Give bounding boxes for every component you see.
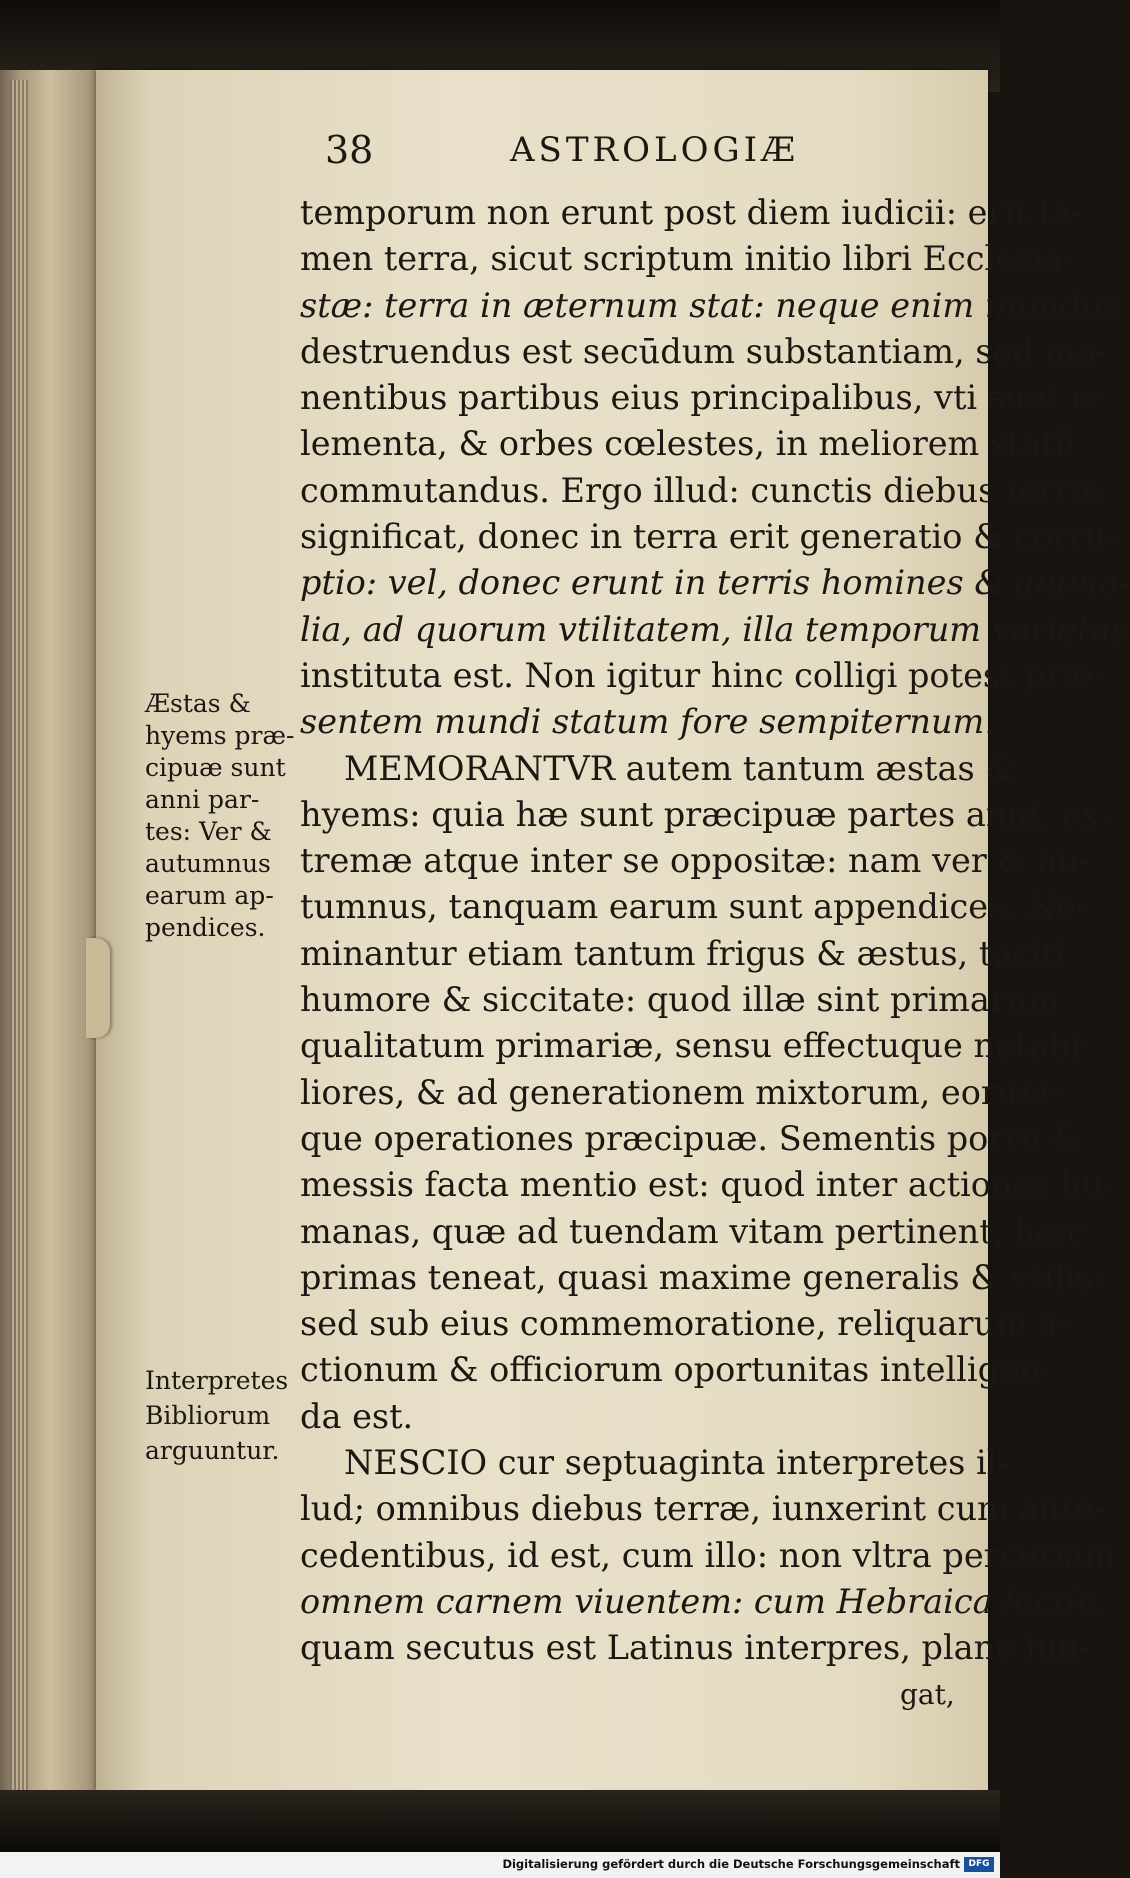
text-line: omnem carnem viuentem: cum Hebraica lectio,	[300, 1581, 1108, 1621]
margin-note-interpreters	[145, 1363, 288, 1468]
text-line: primas teneat, quasi maxime generalis & vtilis:	[300, 1257, 1104, 1297]
text-line: manas, quæ ad tuendam vitam pertinent, hæc	[300, 1211, 1086, 1251]
margin-note-line: cipuæ sunt	[145, 753, 286, 782]
footer-bar	[0, 1852, 1000, 1878]
text-line: hyems: quia hæ sunt præcipuæ partes anni, ex-	[300, 794, 1111, 834]
text-line: commutandus. Ergo illud: cunctis diebus terræ	[300, 470, 1103, 510]
main-text	[300, 190, 1130, 1718]
text-line: stæ: terra in æternum stat: neque enim mundus	[300, 285, 1120, 325]
text-line: messis facta mentio est: quod inter actiones hu-	[300, 1165, 1115, 1205]
margin-note-line: hyems præ-	[145, 721, 295, 750]
margin-note-line: Interpretes	[145, 1366, 289, 1395]
margin-note-line: arguuntur.	[145, 1436, 280, 1465]
text-line: sentem mundi statum fore sempiternum.	[300, 702, 995, 742]
text-line: instituta est. Non igitur hinc colligi potest præ-	[300, 655, 1105, 695]
margin-note-seasons	[145, 688, 294, 944]
text-line: MEMORANTVR autem tantum æstas &	[344, 748, 1016, 788]
text-line: da est.	[300, 1396, 414, 1436]
catchword: gat,	[900, 1677, 955, 1711]
text-line: lud; omnibus diebus terræ, iunxerint cum ante-	[300, 1489, 1106, 1529]
text-line: minantur etiam tantum frigus & æstus, taciti	[300, 933, 1066, 973]
page-header	[325, 128, 845, 178]
text-line: ctionum & officiorum oportunitas intelligen-	[300, 1350, 1052, 1390]
text-line: quam secutus est Latinus interpres, plane iun-	[300, 1628, 1091, 1668]
page-edges	[10, 80, 28, 1810]
text-line: cedentibus, id est, cum illo: non vltra percutiam	[300, 1535, 1116, 1575]
text-line: destruendus est secūdum substantiam, sed ma-	[300, 331, 1108, 371]
page-tab	[86, 938, 110, 1038]
scan-bottom-background	[0, 1790, 1000, 1852]
page-number: 38	[325, 128, 374, 172]
text-line: lementa, & orbes cœlestes, in meliorem statū	[300, 424, 1076, 464]
text-line: tumnus, tanquam earum sunt appendices. No-	[300, 887, 1088, 927]
text-line: humore & siccitate: quod illæ sint primarum	[300, 980, 1060, 1020]
running-head: ASTROLOGIÆ	[510, 130, 800, 170]
footer-credit: Digitalisierung gefördert durch die Deutsche Forschungsgemeinschaft	[502, 1857, 960, 1871]
margin-note-line: tes: Ver &	[145, 817, 272, 846]
text-line: men terra, sicut scriptum initio libri Ecclesia-	[300, 239, 1075, 279]
margin-note-line: Bibliorum	[145, 1401, 271, 1430]
margin-note-line: pendices.	[145, 913, 266, 942]
margin-note-line: Æstas &	[145, 689, 251, 718]
text-line: nentibus partibus eius principalibus, vti sunt e-	[300, 378, 1104, 418]
text-line: sed sub eius commemoratione, reliquarum a-	[300, 1304, 1069, 1344]
dfg-logo-icon: DFG	[964, 1857, 994, 1872]
margin-note-line: earum ap-	[145, 881, 274, 910]
margin-note-line: anni par-	[145, 785, 260, 814]
text-line: liores, & ad generationem mixtorum, eorum-	[300, 1072, 1062, 1112]
text-line: significat, donec in terra erit generatio & corru-	[300, 517, 1118, 557]
text-line: qualitatum primariæ, sensu effectuque notabi-	[300, 1026, 1093, 1066]
text-line: lia, ad quorum vtilitatem, illa temporum varietas	[300, 609, 1128, 649]
margin-note-line: autumnus	[145, 849, 271, 878]
text-line: temporum non erunt post diem iudicii: erit ta-	[300, 193, 1084, 232]
text-line: ptio: vel, donec erunt in terris homines & anima-	[300, 563, 1130, 603]
text-line: NESCIO cur septuaginta interpretes il-	[344, 1443, 1009, 1483]
text-line: que operationes præcipuæ. Sementis porro &	[300, 1118, 1081, 1158]
text-line: tremæ atque inter se oppositæ: nam ver & au-	[300, 841, 1091, 881]
